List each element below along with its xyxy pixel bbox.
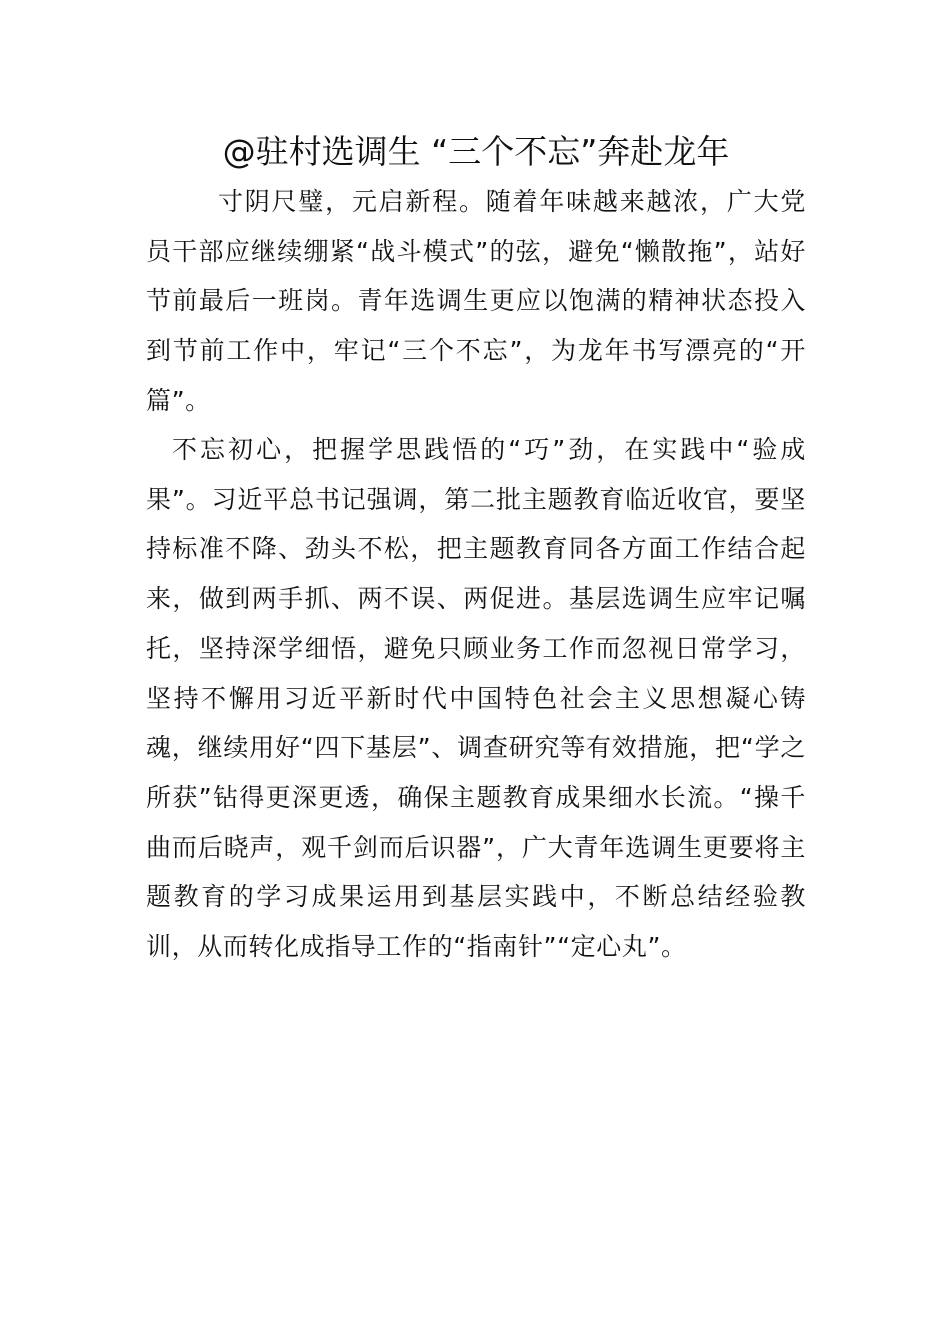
document-title: @驻村选调生 “三个不忘”奔赴龙年 — [222, 132, 730, 171]
paragraph-not-forget-original-aspiration: 不忘初心，把握学思践悟的“巧”劲，在实践中“验成果”。习近平总书记强调，第二批主题教育临近收官，要坚持标准不降、劲头不松，把主题教育同各方面工作结合起来，做到两手抓、两不误、两促进。基层选调生应牢记嘱托，坚持深学细悟，避免只顾业务工作而忽视日常学习，坚持不懈用习近平新时代中国特色社会主义思想凝心铸魂，继续用好“四下基层”、调查研究等有效措施，把“学之所获”钻得更深更透，确保主题教育成果细水长流。“操千曲而后晓声，观千剑而后识器”，广大青年选调生更要将主题教育的学习成果运用到基层实践中，不断总结经验教训，从而转化成指导工作的“指南针”“定心丸”。 — [146, 435, 806, 962]
paragraph-intro: 寸阴尺璧，元启新程。随着年味越来越浓，广大党员干部应继续绷紧“战斗模式”的弦，避免“懒散拖”，站好节前最后一班岗。青年选调生更应以饱满的精神状态投入到节前工作中，牢记“三个不忘”，为龙年书写漂亮的“开篇”。 — [146, 187, 806, 415]
